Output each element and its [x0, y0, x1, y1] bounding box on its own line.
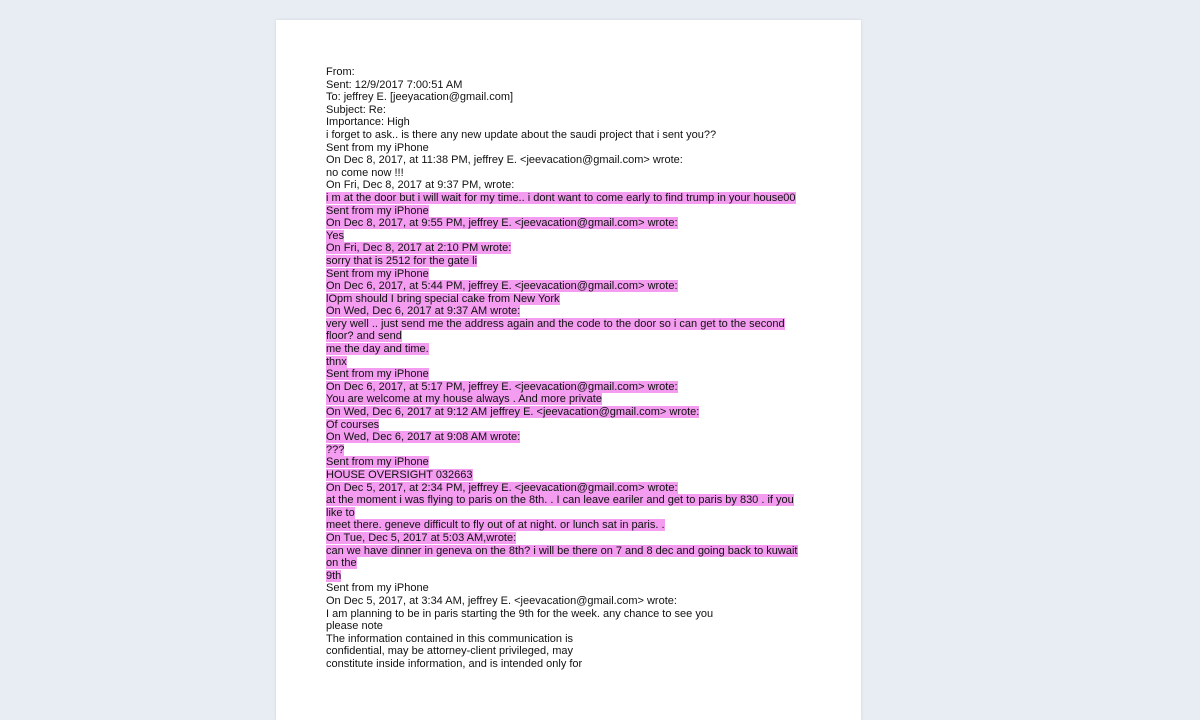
line-text: Yes — [326, 229, 344, 242]
line-text: i m at the door but i will wait for my time.. i dont want to come early to find trump in your house00 — [326, 191, 796, 204]
highlighted-text-line — [326, 318, 831, 331]
text-line — [326, 116, 831, 129]
line-text: Sent from my iPhone — [326, 456, 429, 469]
line-text: at the moment i was flying to paris on the 8th. . I can leave eariler and get to paris by 830 . if you — [326, 494, 794, 507]
line-text: Sent from my iPhone — [326, 141, 429, 154]
line-text: On Fri, Dec 8, 2017 at 9:37 PM, wrote: — [326, 179, 515, 192]
text-line — [326, 104, 831, 117]
highlighted-text-line — [326, 456, 831, 469]
line-text: On Wed, Dec 6, 2017 at 9:37 AM wrote: — [326, 305, 521, 318]
highlighted-text-line — [326, 482, 831, 495]
highlighted-text-line — [326, 192, 831, 205]
line-text: lOpm should I bring special cake from New York — [326, 292, 560, 305]
line-text: constitute inside information, and is intended only for — [326, 657, 583, 670]
highlighted-text-line — [326, 293, 831, 306]
highlighted-text-line — [326, 330, 831, 343]
text-line — [326, 633, 831, 646]
highlighted-text-line — [326, 268, 831, 281]
line-text: I am planning to be in paris starting the 9th for the week. any chance to see you — [326, 607, 714, 620]
line-text: Sent from my iPhone — [326, 368, 429, 381]
text-line — [326, 79, 831, 92]
line-text: meet there. geneve difficult to fly out of at night. or lunch sat in paris. . — [326, 519, 665, 532]
line-text: On Wed, Dec 6, 2017 at 9:12 AM jeffrey E. <jeevacation@gmail.com> wrote: — [326, 406, 700, 419]
line-text: On Dec 8, 2017, at 11:38 PM, jeffrey E. <jeevacation@gmail.com> wrote: — [326, 154, 683, 167]
line-text: thnx — [326, 355, 347, 368]
highlighted-text-line — [326, 419, 831, 432]
text-line — [326, 154, 831, 167]
line-text: sorry that is 2512 for the gate li — [326, 254, 478, 267]
line-text: Sent from my iPhone — [326, 267, 429, 280]
highlighted-text-line — [326, 255, 831, 268]
text-line — [326, 66, 831, 79]
line-text: i forget to ask.. is there any new update about the saudi project that i sent you?? — [326, 128, 717, 141]
line-text: ??? — [326, 443, 345, 456]
document-page — [276, 20, 861, 720]
line-text: very well .. just send me the address again and the code to the door so i can get to the second — [326, 317, 785, 330]
line-text: On Wed, Dec 6, 2017 at 9:08 AM wrote: — [326, 431, 521, 444]
line-text: Of courses — [326, 418, 380, 431]
line-text: HOUSE OVERSIGHT 032663 — [326, 469, 473, 481]
highlighted-text-line — [326, 469, 831, 482]
text-line — [326, 167, 831, 180]
line-text: me the day and time. — [326, 343, 429, 356]
highlighted-text-line — [326, 356, 831, 369]
highlighted-text-line — [326, 532, 831, 545]
highlighted-text-line — [326, 381, 831, 394]
email-thread-text — [326, 66, 831, 671]
line-text: Sent from my iPhone — [326, 204, 429, 217]
highlighted-text-line — [326, 393, 831, 406]
highlighted-text-line — [326, 519, 831, 532]
line-text: floor? and send — [326, 330, 402, 343]
text-line — [326, 645, 831, 658]
text-line — [326, 608, 831, 621]
highlighted-text-line — [326, 205, 831, 218]
text-line — [326, 142, 831, 155]
highlighted-text-line — [326, 406, 831, 419]
line-text: The information contained in this communication is — [326, 632, 574, 645]
line-text: on the — [326, 557, 357, 570]
highlighted-text-line — [326, 230, 831, 243]
text-line — [326, 91, 831, 104]
highlighted-text-line — [326, 444, 831, 457]
line-text: Sent: 12/9/2017 7:00:51 AM — [326, 78, 463, 91]
line-text: Importance: High — [326, 116, 410, 129]
highlighted-text-line — [326, 431, 831, 444]
highlighted-text-line — [326, 368, 831, 381]
highlighted-text-line — [326, 280, 831, 293]
line-text: Sent from my iPhone — [326, 582, 429, 595]
line-text: On Dec 5, 2017, at 3:34 AM, jeffrey E. <jeevacation@gmail.com> wrote: — [326, 594, 677, 607]
highlighted-text-line — [326, 494, 831, 507]
line-text: You are welcome at my house always . And more private — [326, 393, 602, 406]
line-text: From: — [326, 66, 355, 78]
line-text: To: jeffrey E. [jeeyacation@gmail.com] — [326, 91, 514, 104]
line-text: please note — [326, 620, 383, 633]
line-text: On Dec 6, 2017, at 5:44 PM, jeffrey E. <jeevacation@gmail.com> wrote: — [326, 280, 678, 293]
text-line — [326, 595, 831, 608]
text-line — [326, 658, 831, 671]
line-text: like to — [326, 506, 355, 519]
highlighted-text-line — [326, 545, 831, 558]
highlighted-text-line — [326, 557, 831, 570]
highlighted-text-line — [326, 305, 831, 318]
line-text: On Fri, Dec 8, 2017 at 2:10 PM wrote: — [326, 242, 512, 255]
text-line — [326, 129, 831, 142]
text-line — [326, 620, 831, 633]
line-text: On Dec 8, 2017, at 9:55 PM, jeffrey E. <jeevacation@gmail.com> wrote: — [326, 217, 678, 230]
text-line — [326, 179, 831, 192]
line-text: On Tue, Dec 5, 2017 at 5:03 AM,wrote: — [326, 531, 517, 544]
line-text: confidential, may be attorney-client privileged, may — [326, 645, 574, 658]
line-text: can we have dinner in geneva on the 8th? i will be there on 7 and 8 dec and going back to kuwait — [326, 544, 798, 557]
line-text: no come now !!! — [326, 166, 404, 179]
text-line — [326, 582, 831, 595]
highlighted-text-line — [326, 217, 831, 230]
line-text: On Dec 5, 2017, at 2:34 PM, jeffrey E. <jeevacation@gmail.com> wrote: — [326, 481, 678, 494]
highlighted-text-line — [326, 343, 831, 356]
line-text: On Dec 6, 2017, at 5:17 PM, jeffrey E. <jeevacation@gmail.com> wrote: — [326, 380, 678, 393]
line-text: Subject: Re: — [326, 103, 386, 116]
highlighted-text-line — [326, 242, 831, 255]
highlighted-text-line — [326, 507, 831, 520]
highlighted-text-line — [326, 570, 831, 583]
line-text: 9th — [326, 569, 342, 582]
